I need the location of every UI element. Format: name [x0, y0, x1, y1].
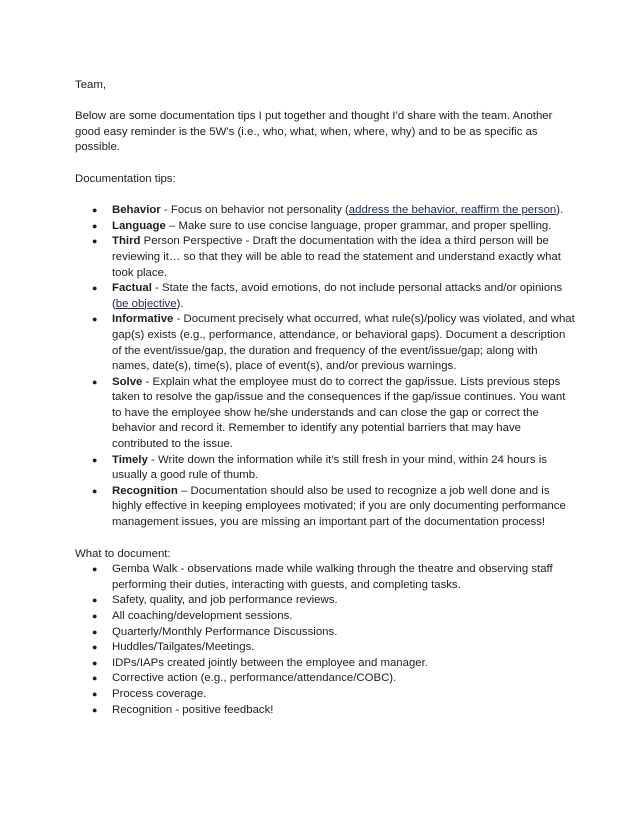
- bullet-icon: ●: [92, 314, 98, 325]
- bullet-icon: ●: [92, 595, 98, 606]
- todo-text: Gemba Walk - observations made while walking through the theatre and observing staff performing their duties, interacting with guests, and completing tasks.: [112, 563, 553, 591]
- tip-item: [75, 281, 575, 312]
- todo-text: IDPs/IAPs created jointly between the employee and manager.: [112, 656, 428, 669]
- tip-text: – Documentation should also be used to recognize a job well done and is highly effective in keeping employees motivated; if you are only documenting performance management issues, you are missing an important part of the documentation process!: [112, 484, 566, 529]
- bullet-icon: ●: [92, 236, 98, 247]
- tip-term: Language: [112, 219, 166, 232]
- todo-list: [75, 562, 575, 718]
- bullet-icon: ●: [92, 611, 98, 621]
- todo-item: [75, 625, 575, 641]
- todo-text: Process coverage.: [112, 687, 207, 700]
- tips-list: [75, 203, 575, 530]
- bullet-icon: ●: [92, 454, 98, 465]
- tip-text: - Document precisely what occurred, what rule(s)/policy was violated, and what gap(s) exists (e.g., performance, attendance, or behavioral gaps). Document a description of the event/issue/gap, the duration and frequency of the event/issue/gap; along with names, date(s), time(s), place of event(s), and/or previous warnings.: [112, 313, 575, 373]
- todo-heading: What to document:: [75, 547, 171, 560]
- tip-item: [75, 484, 575, 531]
- todo-item: [75, 703, 575, 719]
- document-body: [75, 78, 575, 718]
- tip-text: - Focus on behavior not personality (: [160, 204, 349, 217]
- tip-text: - State the facts, avoid emotions, do not include personal attacks and/or opinions (: [112, 282, 563, 310]
- todo-item: [75, 640, 575, 656]
- bullet-icon: ●: [92, 205, 98, 216]
- todo-text: Recognition - positive feedback!: [112, 703, 274, 716]
- todo-item: [75, 562, 575, 593]
- bullet-icon: ●: [92, 673, 98, 684]
- tip-term: Factual: [112, 282, 152, 295]
- bullet-icon: ●: [92, 626, 98, 637]
- tip-item: [75, 219, 575, 235]
- tip-item: [75, 375, 575, 453]
- tip-term: Third: [112, 235, 141, 248]
- tip-term: Timely: [112, 453, 148, 466]
- tip-emphasis-link: be objective: [115, 297, 177, 310]
- tip-item: [75, 234, 575, 281]
- todo-item: [75, 656, 575, 672]
- tip-term: Behavior: [112, 204, 161, 217]
- tip-text-end: ).: [176, 297, 184, 310]
- todo-item: [75, 609, 575, 625]
- greeting: Team,: [75, 79, 107, 91]
- tip-item: [75, 312, 575, 374]
- tip-term: Informative: [112, 313, 174, 326]
- todo-text: Quarterly/Monthly Performance Discussions.: [112, 625, 338, 638]
- todo-item: [75, 593, 575, 609]
- tip-term: Recognition: [112, 484, 178, 497]
- bullet-icon: ●: [92, 283, 98, 294]
- intro-paragraph: Below are some documentation tips I put together and thought I’d share with the team. Another good easy reminder is the 5W’s (i.e., who, what, when, where, why) and to be as specific as possible.: [75, 110, 553, 154]
- tip-text: - Explain what the employee must do to correct the gap/issue. Lists previous steps taken to resolve the gap/issue and the consequences if the gap/issue continues. You want to have the employee show he/she understands and can close the gap or correct the behavior and record it. Remember to identify any potential barriers that may have contributed to the issue.: [112, 375, 566, 451]
- bullet-icon: ●: [92, 376, 98, 387]
- tip-text-end: ).: [556, 204, 564, 217]
- tips-heading: Documentation tips:: [75, 172, 176, 185]
- tip-text: Person Perspective - Draft the documentation with the idea a third person will be reviewing it… so that they will be able to read the statement and understand exactly what took place.: [112, 235, 561, 279]
- bullet-icon: ●: [92, 564, 98, 575]
- tip-emphasis-link: address the behavior, reaffirm the person: [348, 204, 557, 217]
- bullet-icon: ●: [92, 642, 98, 653]
- todo-item: [75, 671, 575, 687]
- tip-item: [75, 453, 575, 484]
- tip-text: - Write down the information while it’s still fresh in your mind, within 24 hours is usually a good rule of thumb.: [112, 453, 547, 482]
- tip-text: – Make sure to use concise language, proper grammar, and proper spelling.: [165, 219, 552, 232]
- tip-term: Solve: [112, 375, 143, 388]
- todo-text: All coaching/development sessions.: [112, 610, 293, 622]
- tip-item: [75, 203, 575, 219]
- todo-text: Corrective action (e.g., performance/attendance/COBC).: [112, 672, 397, 685]
- bullet-icon: ●: [92, 657, 98, 668]
- bullet-icon: ●: [92, 485, 98, 496]
- todo-item: [75, 687, 575, 703]
- todo-text: Safety, quality, and job performance reviews.: [112, 594, 338, 607]
- todo-text: Huddles/Tailgates/Meetings.: [112, 641, 255, 654]
- bullet-icon: ●: [92, 688, 98, 699]
- bullet-icon: ●: [92, 220, 98, 231]
- bullet-icon: ●: [92, 704, 98, 715]
